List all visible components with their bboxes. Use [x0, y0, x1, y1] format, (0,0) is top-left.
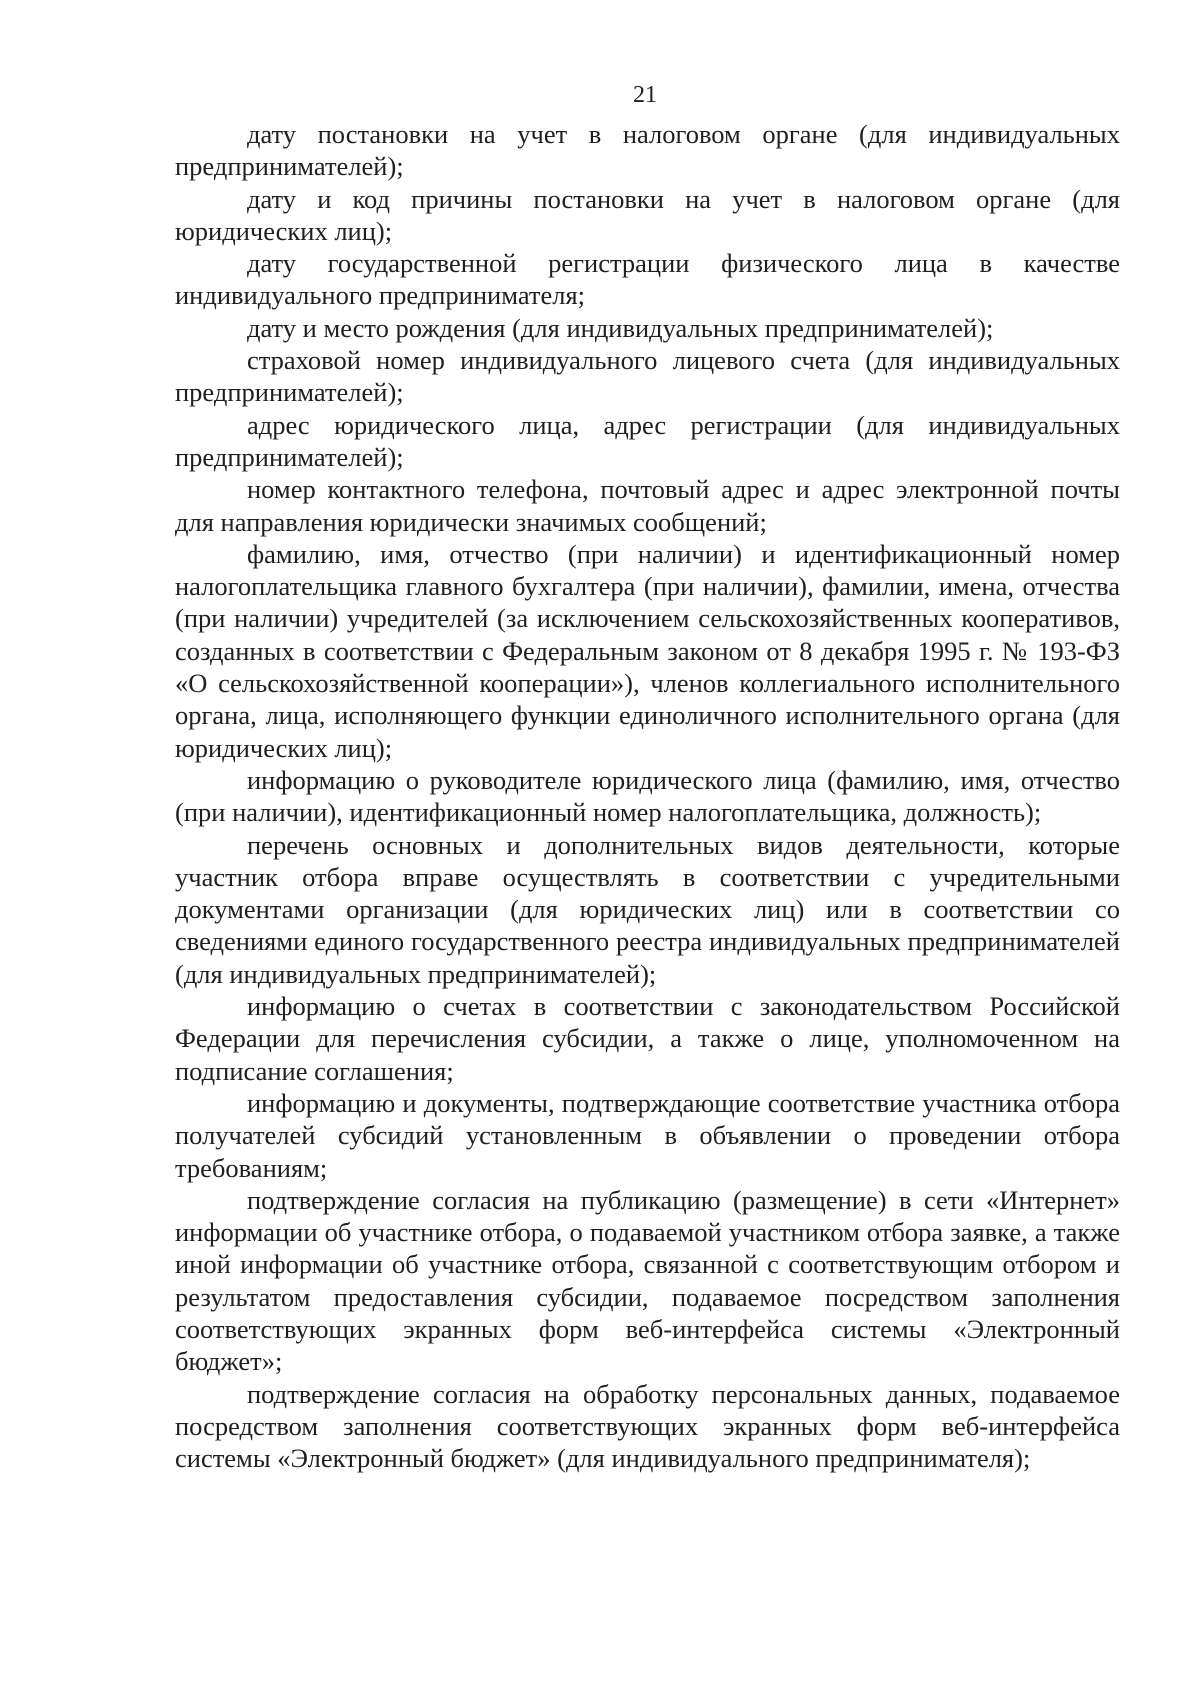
paragraph: фамилию, имя, отчество (при наличии) и идентификационный номер налогоплательщика главного бухгалтера (при наличии), фамилии, имена, отчества (при наличии) учредителей (за исключением сельскохозяйственных кооперативов, созданных в соответствии с Федеральным законом от 8 декабря 1995 г. № 193-ФЗ «О сельскохозяйственной кооперации»), членов коллегиального исполнительного органа, лица, исполняющего функции единоличного исполнительного органа (для юридических лиц);	[175, 538, 1120, 763]
paragraph: информацию о руководителе юридического лица (фамилию, имя, отчество (при наличии), идентификационный номер налогоплательщика, должность);	[175, 764, 1120, 828]
paragraph: номер контактного телефона, почтовый адрес и адрес электронной почты для направления юридически значимых сообщений;	[175, 474, 1120, 537]
paragraph: подтверждение согласия на обработку персональных данных, подаваемое посредством заполнения соответствующих экранных форм веб-интерфейса системы «Электронный бюджет» (для индивидуального предпринимателя);	[175, 1378, 1120, 1474]
paragraph: дату постановки на учет в налоговом органе (для индивидуальных предпринимателей);	[175, 119, 1120, 182]
paragraph: перечень основных и дополнительных видов деятельности, которые участник отбора вправе осуществлять в соответствии с учредительными документами организации (для юридических лиц) или в соответствии со сведениями единого государственного реестра индивидуальных предпринимателей (для индивидуальных предпринимателей);	[175, 829, 1120, 989]
paragraph: дату и код причины постановки на учет в налоговом органе (для юридических лиц);	[175, 183, 1120, 246]
page-number: 21	[633, 82, 657, 108]
paragraph: информацию о счетах в соответствии с законодательством Российской Федерации для перечисления субсидии, а также о лице, уполномоченном на подписание соглашения;	[175, 991, 1120, 1086]
paragraph: дату и место рождения (для индивидуальных предпринимателей);	[247, 312, 994, 343]
paragraph: дату государственной регистрации физического лица в качестве индивидуального предпринимателя;	[175, 248, 1120, 311]
paragraph: подтверждение согласия на публикацию (размещение) в сети «Интернет» информации об участнике отбора, о подаваемой участником отбора заявке, а также иной информации об участнике отбора, связанной с соответствующим отбором и результатом предоставления субсидии, подаваемое посредством заполнения соответствующих экранных форм веб-интерфейса системы «Электронный бюджет»;	[175, 1184, 1120, 1377]
paragraph: информацию и документы, подтверждающие соответствие участника отбора получателей субсидий установленным в объявлении о проведении отбора требованиям;	[175, 1087, 1120, 1183]
paragraph: адрес юридического лица, адрес регистрации (для индивидуальных предпринимателей);	[175, 409, 1120, 472]
document-body	[175, 118, 1120, 1474]
paragraph: страховой номер индивидуального лицевого счета (для индивидуальных предпринимателей);	[175, 345, 1120, 408]
